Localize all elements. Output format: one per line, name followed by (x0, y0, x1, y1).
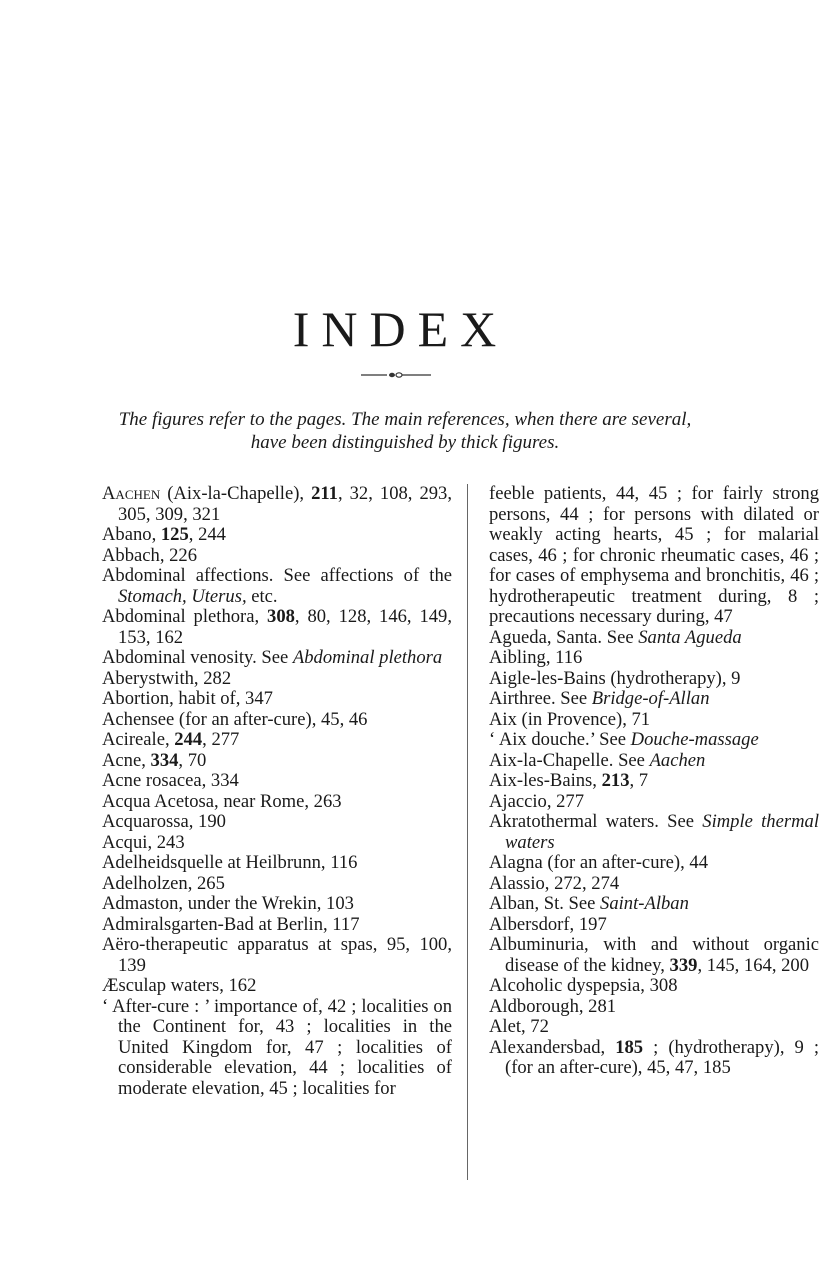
index-entry (489, 771, 819, 792)
entry-heading: Akratothermal waters. See (489, 811, 703, 832)
entry-heading: Alexandersbad, (489, 1036, 616, 1058)
entry-main-page: 125 (160, 524, 189, 545)
index-entry (489, 935, 819, 976)
column-divider (467, 484, 468, 1180)
index-entry (489, 1038, 819, 1079)
title-ornament (361, 369, 431, 381)
entry-heading: Acne, (102, 749, 151, 771)
index-entry (489, 710, 819, 731)
entry-heading: Abdominal plethora, (102, 606, 268, 627)
index-entry (489, 853, 819, 874)
entry-pages: , 145, 164, 200 (697, 954, 809, 976)
entry-pages: , 244 (188, 524, 226, 545)
entry-heading: Acne rosacea, 334 (102, 770, 239, 791)
index-entry (102, 484, 452, 525)
index-entry (489, 894, 819, 915)
index-column-right (489, 484, 819, 1079)
entry-heading: ‘ After-cure : ’ importance of, 42 ; localities on the Continent for, 43 ; localities in the United Kingdom for, 47 ; localities of considerable elevation, 44 ; localities of moderate elevation, 45 ; localities for (102, 995, 452, 1099)
entry-heading: Alban, St. See (489, 893, 601, 914)
index-entry (102, 935, 452, 976)
index-entry (102, 833, 452, 854)
entry-heading: Aix (in Provence), 71 (489, 708, 651, 730)
entry-main-page: 213 (601, 770, 630, 791)
entry-heading: Admiralsgarten-Bad at Berlin, 117 (102, 913, 360, 935)
entry-heading: Airthree. See (489, 688, 592, 709)
entry-main-page: 244 (174, 729, 203, 750)
index-entry (489, 484, 819, 628)
entry-heading: Adelheidsquelle at Heilbrunn, 116 (102, 852, 358, 873)
index-entry (102, 812, 452, 833)
entry-heading: Acireale, (102, 729, 175, 750)
entry-cross-reference: Stomach, Uterus, (118, 585, 247, 607)
index-entry (102, 915, 452, 936)
entry-heading: Æsculap waters, 162 (102, 975, 257, 996)
entry-main-page: 334 (150, 749, 179, 771)
entry-heading: Acqua Acetosa, near Rome, 263 (102, 790, 342, 812)
entry-heading: Alagna (for an after-cure), 44 (489, 852, 709, 873)
index-entry (489, 689, 819, 710)
index-entry (489, 812, 819, 853)
entry-heading: Aibling, 116 (489, 647, 583, 668)
entry-heading: Alassio, 272, 274 (489, 872, 620, 894)
entry-heading: Aigle-les-Bains (hydrotherapy), 9 (489, 667, 741, 689)
index-entry (102, 997, 452, 1100)
entry-heading: Aix-la-Chapelle. See (489, 749, 650, 771)
index-entry (102, 566, 452, 607)
entry-pages: etc. (246, 585, 278, 607)
index-entry (489, 648, 819, 669)
entry-pages: , 80, 128, 146, 149, 153, 162 (118, 606, 453, 648)
index-entry (489, 730, 819, 751)
entry-heading: Aëro-therapeutic apparatus at spas, 95, 100, 139 (102, 934, 452, 976)
page-title: INDEX (292, 301, 509, 357)
entry-heading: Albersdorf, 197 (489, 913, 607, 935)
entry-cross-reference: Bridge-of-Allan (591, 688, 710, 709)
entry-heading: Agueda, Santa. See (489, 626, 639, 648)
entry-text: (Aix-la-Chapelle), (160, 483, 312, 504)
entry-heading: Alet, 72 (489, 1016, 549, 1037)
entry-heading: Abortion, habit of, 347 (102, 688, 273, 709)
entry-pages: , 70 (178, 749, 207, 771)
entry-continuation: feeble patients, 44, 45 ; for fairly strong persons, 44 ; for persons with dilated or weakly acting hearts, 45 ; for malarial cases, 46 ; for chronic rheumatic cases, 46 ; for cases of emphysema and bronchitis, 46 ; hydrotherapeutic treatment during, 8 ; precautions necessary during, 47 (489, 483, 819, 627)
index-entry (102, 976, 452, 997)
index-entry (489, 915, 819, 936)
index-entry (489, 751, 819, 772)
entry-heading: Abbach, 226 (102, 544, 198, 566)
index-entry (102, 792, 452, 813)
entry-heading: Aachen (102, 483, 161, 504)
entry-heading: Aberystwith, 282 (102, 667, 232, 689)
index-entry (489, 669, 819, 690)
entry-cross-reference: Douche-massage (630, 729, 759, 750)
entry-heading: Albuminuria, with and without organic disease of the kidney, (489, 934, 819, 976)
entry-cross-reference: Abdominal plethora (292, 647, 443, 668)
entry-pages: ; (hydrotherapy), 9 ; (for an after-cure), 45, 47, 185 (505, 1036, 819, 1078)
entry-cross-reference: Aachen (649, 749, 706, 771)
entry-pages: , 7 (629, 770, 649, 791)
entry-heading: Abano, (102, 524, 161, 545)
entry-main-page: 339 (669, 954, 698, 976)
entry-heading: Abdominal affections. See affections of the (102, 565, 452, 586)
entry-cross-reference: Santa Agueda (638, 626, 742, 648)
entry-pages: , 32, 108, 293, 305, 309, 321 (118, 483, 452, 525)
entry-heading: Acquarossa, 190 (102, 811, 226, 832)
entry-heading: Aix-les-Bains, (489, 770, 602, 791)
index-entry (102, 607, 452, 648)
index-entry (489, 976, 819, 997)
index-entry (102, 648, 452, 669)
entry-main-page: 211 (311, 483, 338, 504)
entry-heading: Aldborough, 281 (489, 995, 617, 1017)
index-entry (102, 751, 452, 772)
index-entry (489, 628, 819, 649)
index-entry (102, 771, 452, 792)
entry-cross-reference: Saint-Alban (600, 893, 689, 914)
entry-heading: Acqui, 243 (102, 831, 185, 853)
index-entry (489, 1017, 819, 1038)
index-entry (102, 853, 452, 874)
index-introduction: The figures refer to the pages. The main references, when there are several, have been distinguished by thick figures. (118, 409, 692, 453)
entry-heading: Abdominal venosity. See (102, 647, 293, 668)
index-entry (102, 525, 452, 546)
entry-main-page: 185 (615, 1036, 644, 1058)
entry-heading: Ajaccio, 277 (489, 790, 585, 812)
index-entry (102, 730, 452, 751)
index-entry (102, 546, 452, 567)
index-entry (102, 874, 452, 895)
entry-heading: Alcoholic dyspepsia, 308 (489, 975, 678, 996)
entry-heading: Achensee (for an after-cure), 45, 46 (102, 708, 368, 730)
index-entry (102, 689, 452, 710)
index-entry (102, 669, 452, 690)
index-column-left (102, 484, 452, 1099)
index-entry (102, 894, 452, 915)
entry-heading: Admaston, under the Wrekin, 103 (102, 893, 354, 914)
index-entry (489, 792, 819, 813)
entry-heading: Adelholzen, 265 (102, 872, 225, 894)
entry-pages: , 277 (202, 729, 240, 750)
entry-cross-reference: Simple thermal waters (505, 811, 819, 853)
index-entry (102, 710, 452, 731)
index-entry (489, 997, 819, 1018)
index-entry (489, 874, 819, 895)
entry-heading: ‘ Aix douche.’ See (489, 729, 631, 750)
entry-main-page: 308 (267, 606, 295, 627)
